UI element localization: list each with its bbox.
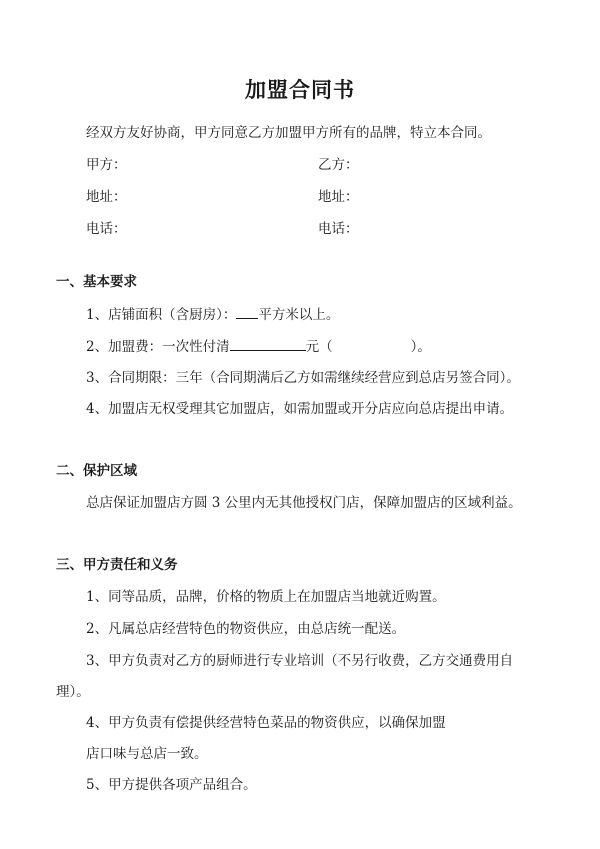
phone-b-label: 电话： xyxy=(318,221,359,237)
section3-item3-line2: 理）。 xyxy=(56,684,90,700)
section3-heading: 三、甲方责任和义务 xyxy=(56,557,178,573)
section3-item2: 2、凡属总店经营特色的物资供应，由总店统一配送。 xyxy=(86,621,406,637)
section3-item1: 1、同等品质，品牌，价格的物质上在加盟店当地就近购置。 xyxy=(86,589,446,605)
item2-prefix: 2、加盟费：一次性付清 xyxy=(86,339,230,355)
item2-suffix: ）。 xyxy=(410,339,431,355)
section1-item1 xyxy=(86,304,339,324)
item1-prefix: 1、店铺面积（含厨房）： xyxy=(86,307,237,323)
section3-item4-line2: 店口味与总店一致。 xyxy=(86,746,208,762)
section2-text: 总店保证加盟店方圆 3 公里内无其他授权门店，保障加盟店的区域利益。 xyxy=(86,495,522,511)
phone-a-label: 电话： xyxy=(86,221,127,237)
section1-item2 xyxy=(86,336,431,356)
item2-middle: 元（ xyxy=(305,339,333,355)
section1-item4: 4、加盟店无权受理其它加盟店，如需加盟或开分店应向总店提出申请。 xyxy=(86,401,514,417)
section3-item4-line1: 4、甲方负责有偿提供经营特色菜品的物资供应，以确保加盟 xyxy=(86,715,446,731)
section1-heading: 一、基本要求 xyxy=(56,274,137,290)
fee-blank xyxy=(230,336,306,351)
section3-item5: 5、甲方提供各项产品组合。 xyxy=(86,777,257,793)
section1-item3: 3、合同期限：三年（合同期满后乙方如需继续经营应到总店另签合同）。 xyxy=(86,370,520,386)
document-title: 加盟合同书 xyxy=(245,77,355,102)
area-blank xyxy=(236,304,258,319)
section3-item3-line1: 3、甲方负责对乙方的厨师进行专业培训（不另行收费，乙方交通费用自 xyxy=(86,653,514,669)
section2-heading: 二、保护区域 xyxy=(56,463,137,479)
party-a-label: 甲方： xyxy=(86,157,127,173)
address-b-label: 地址： xyxy=(318,189,359,205)
intro-text: 经双方友好协商，甲方同意乙方加盟甲方所有的品牌，特立本合同。 xyxy=(86,125,491,141)
address-a-label: 地址： xyxy=(86,189,127,205)
party-b-label: 乙方： xyxy=(318,157,359,173)
item1-suffix: 平方米以上。 xyxy=(258,307,340,323)
